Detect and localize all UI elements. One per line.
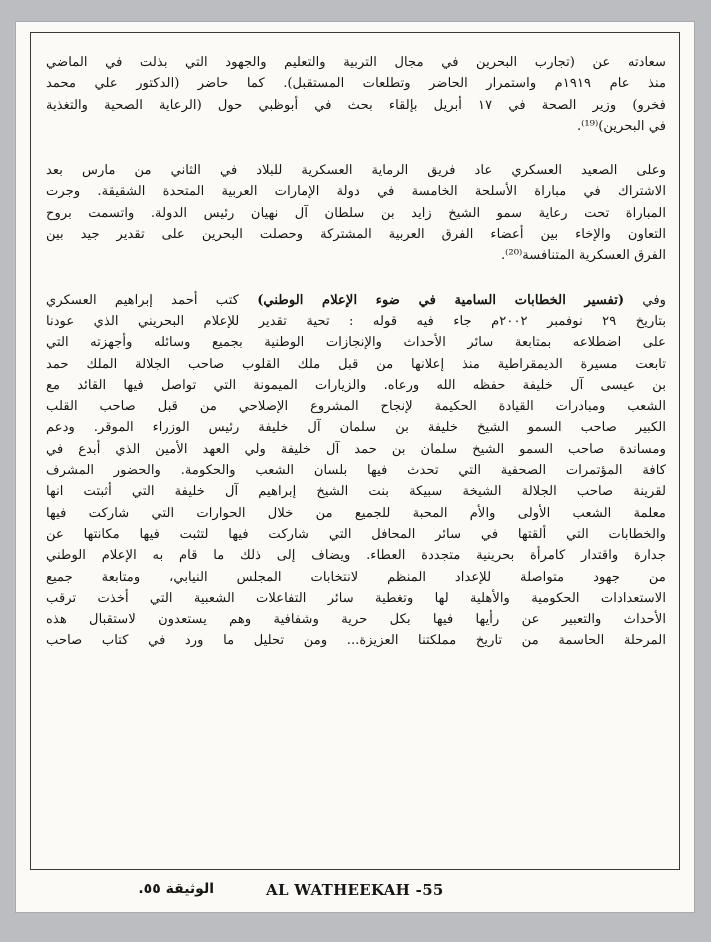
section-title: (تفسير الخطابات السامية في ضوء الإعلام الوطني) bbox=[257, 292, 625, 308]
text-line: الأحداث والتعبير عن رأيها فيها بكل حرية وشفافية وهم يستعدون لاستقبال هذه bbox=[46, 612, 666, 628]
text-line: المباراة تحت رعاية سمو الشيخ زايد بن سلطان آل نهيان رئيس الدولة. واتسمت بروح bbox=[46, 205, 666, 221]
paragraph-1 bbox=[46, 52, 666, 137]
footer-english-page-label: AL WATHEEKAH -55 bbox=[266, 881, 444, 899]
text-line: بن عيسى آل خليفة حفظه الله ورعاه. والزيارات الميمونة التي تواصل فيها القائد مع bbox=[46, 377, 666, 393]
text-line: لقرينة صاحب الجلالة الشيخة سبيكة بنت الشيخ إبراهيم آل خليفة التي أثبتت انها bbox=[46, 484, 666, 500]
text-line: سعادته عن (تجارب البحرين في مجال التربية والتعليم والجهود التي بذلت في الماضي bbox=[46, 55, 666, 70]
page-footer bbox=[16, 872, 694, 906]
text-line: في البحرين)⁽¹⁹⁾. bbox=[576, 118, 666, 134]
text-line: المرحلة الحاسمة من تاريخ مملكتنا العزيزة... ومن تحليل ما ورد في كتاب صاحب bbox=[46, 633, 666, 649]
text-line: الفرق العسكرية المتنافسة⁽²⁰⁾. bbox=[500, 248, 666, 264]
text-line: التعاون والإخاء بين أعضاء الفرق العربية المشتركة وحصلت البحرين على تقدير جيد بين bbox=[46, 227, 666, 243]
article-body bbox=[46, 52, 666, 652]
text-line: جدارة واقتدار كامرأة بحرينية متجددة العطاء. ويضاف إلى ذلك ما قام به الإعلام الوطني bbox=[46, 548, 666, 564]
text-line: كافة المؤتمرات الصحفية التي تحدث فيها بلسان الشعب والحكومة. والحضور المشرف bbox=[46, 463, 666, 479]
text-line: الاستعدادات الحكومية والأهلية لها وتغطية سائر التفاعلات الشعبية التي أخذت ترقب bbox=[46, 590, 666, 606]
document-page bbox=[16, 22, 694, 912]
text-line: فخرو) وزير الصحة في ١٧ أبريل بإلقاء بحث في أبوظبي حول (الرعاية الصحية والتغذية bbox=[46, 97, 666, 113]
paragraph-3 bbox=[46, 290, 666, 652]
text-line-with-title: وفي (تفسير الخطابات السامية في ضوء الإعلام الوطني) كتب أحمد إبراهيم العسكري bbox=[46, 292, 667, 308]
text-line: منذ عام ١٩١٩م واستمرار الحاضر وتطلعات المستقبل). كما حاضر (الدكتور علي محمد bbox=[46, 76, 667, 92]
paragraph-2 bbox=[46, 160, 666, 266]
text-line: الكبير صاحب السمو الشيخ خليفة بن سلمان آل خليفة رئيس الوزراء الموقر. ودعم bbox=[46, 420, 666, 436]
text-line: الشعب ومبادرات القيادة الحكيمة لإنجاح المشروع الإصلاحي من قبل صاحب القلب bbox=[46, 399, 666, 415]
footer-arabic-page-label: الوثيقة ٥٥. bbox=[138, 881, 214, 897]
text-line: على اضطلاعه بمتابعة سائر الأحداث والإنجازات الوطنية بجميع وسائله وأجهزته التي bbox=[46, 335, 666, 351]
text-line: وعلى الصعيد العسكري عاد فريق الرماية العسكرية للبلاد في الثاني من مارس بعد bbox=[46, 163, 666, 179]
text-line: ومساندة صاحب السمو الشيخ سلمان بن حمد آل خليفة ولي العهد الأمين الذي أبدع في bbox=[46, 441, 666, 457]
text-line: بتاريخ ٢٩ نوفمبر ٢٠٠٢م جاء فيه قوله : تحية تقدير للإعلام البحريني الذي عودنا bbox=[46, 313, 666, 329]
text-line: والخطابات التي ألقتها في سائر المحافل التي شاركت فيها لتثبت فيها مكانتها عن bbox=[46, 526, 666, 542]
text-line: من جهود متواصلة للإعداد المنظم لانتخابات المجلس النيابي، ومتابعة جميع bbox=[46, 569, 666, 585]
text-line: تابعت مسيرة الديمقراطية منذ إعلانها من قبل ملك القلوب صاحب الجلالة الملك حمد bbox=[46, 356, 666, 372]
text-line: معلمة الشعب الأولى والأم المحبة للجميع من خلال الحوارات التي شاركت فيها bbox=[46, 505, 666, 521]
text-line: الاشتراك في مباراة الأسلحة الخامسة في دولة الإمارات العربية المتحدة الشقيقة. وجرت bbox=[46, 184, 666, 200]
